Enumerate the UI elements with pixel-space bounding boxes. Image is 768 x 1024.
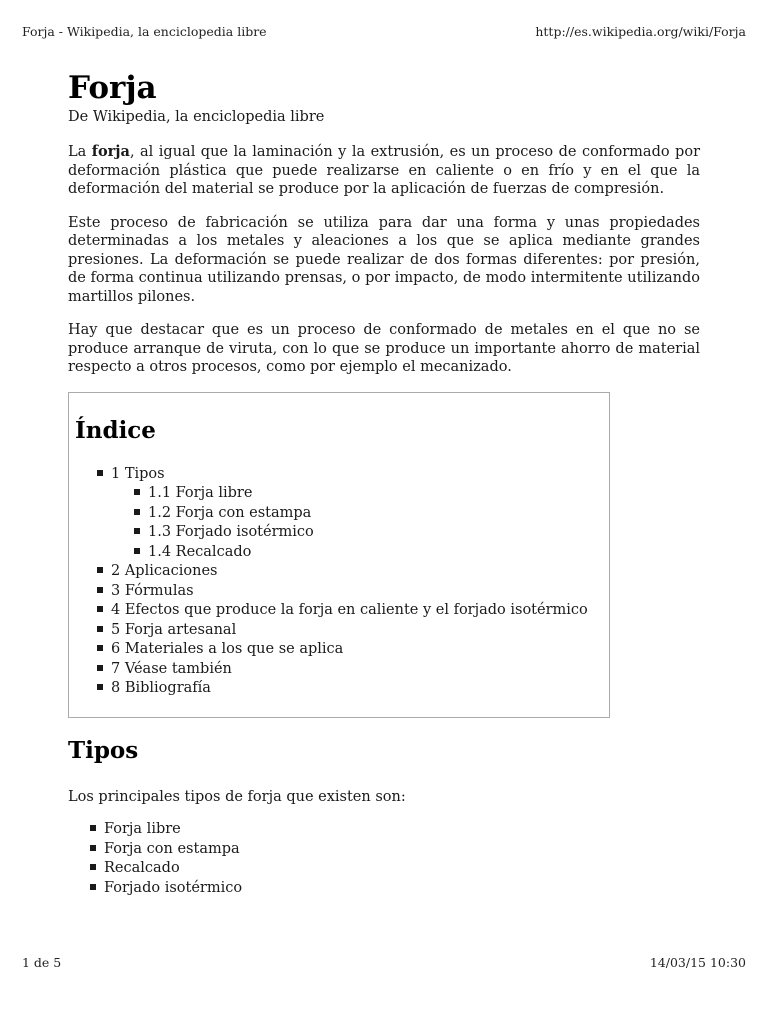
list-item-label: Forja con estampa <box>104 840 240 857</box>
toc-subitem[interactable] <box>97 484 588 504</box>
page-tagline: De Wikipedia, la enciclopedia libre <box>68 109 325 125</box>
toc-list <box>97 465 588 699</box>
section-heading-tipos: Tipos <box>68 736 139 764</box>
print-header-url: http://es.wikipedia.org/wiki/Forja <box>535 24 746 39</box>
toc-item-label[interactable]: 5 Forja artesanal <box>111 621 237 638</box>
toc-item-label[interactable]: 4 Efectos que produce la forja en caliente y el forjado isotérmico <box>111 602 588 618</box>
toc-item[interactable] <box>97 601 588 621</box>
toc-subitem[interactable] <box>97 504 588 524</box>
page-title: Forja <box>68 70 157 106</box>
toc-subitem[interactable] <box>97 523 588 543</box>
toc-item[interactable] <box>97 465 588 485</box>
list-item-label: Forja libre <box>104 821 181 837</box>
bullet-icon <box>134 509 140 515</box>
toc-item-label[interactable]: 1.3 Forjado isotérmico <box>148 524 314 540</box>
toc-item[interactable] <box>97 582 588 602</box>
list-item-label: Forjado isotérmico <box>104 879 243 896</box>
bullet-icon <box>97 470 103 476</box>
bullet-icon <box>97 684 103 690</box>
p1-post: , al igual que la laminación y la extrusión, es un proceso de conformado por deformación plástica que puede realizarse en caliente o en frío y en el que la deformación del material se produce por la aplicación de fuerzas de compresión. <box>68 144 700 197</box>
toc-item[interactable] <box>97 660 588 680</box>
bullet-icon <box>97 606 103 612</box>
toc-item-label[interactable]: 3 Fórmulas <box>111 582 194 599</box>
p1-bold-term: forja <box>91 143 130 160</box>
tipos-intro: Los principales tipos de forja que existen son: <box>68 788 406 805</box>
bullet-icon <box>97 567 103 573</box>
bullet-icon <box>90 845 96 851</box>
toc-item[interactable] <box>97 679 588 699</box>
toc-item-label[interactable]: 7 Véase también <box>111 660 232 677</box>
bullet-icon <box>97 587 103 593</box>
bullet-icon <box>134 528 140 534</box>
bullet-icon <box>134 548 140 554</box>
p1-pre: La <box>68 144 92 160</box>
print-header-title: Forja - Wikipedia, la enciclopedia libre <box>22 24 267 39</box>
toc-item-label[interactable]: 2 Aplicaciones <box>111 563 218 579</box>
toc-item[interactable] <box>97 621 588 641</box>
toc-item-label[interactable]: 1.1 Forja libre <box>148 485 253 501</box>
bullet-icon <box>90 825 96 831</box>
toc-title: Índice <box>75 416 156 444</box>
toc-item-label[interactable]: 1 Tipos <box>111 465 165 482</box>
list-item <box>90 859 700 879</box>
bullet-icon <box>90 884 96 890</box>
page-number: 1 de 5 <box>22 955 62 970</box>
tipos-list <box>68 820 700 898</box>
list-item-label: Recalcado <box>104 860 180 876</box>
toc-item-label[interactable]: 6 Materiales a los que se aplica <box>111 641 344 657</box>
toc-item-label[interactable]: 1.4 Recalcado <box>148 543 252 560</box>
print-timestamp: 14/03/15 10:30 <box>649 955 746 970</box>
bullet-icon <box>97 626 103 632</box>
toc-item-label[interactable]: 8 Bibliografía <box>111 680 211 696</box>
table-of-contents <box>68 392 610 718</box>
intro-paragraph-2: Este proceso de fabricación se utiliza para dar una forma y unas propiedades determinadas a los metales y aleaciones a los que se aplica mediante grandes presiones. La deformación se puede realizar de dos formas diferentes: por presión, de forma continua utilizando prensas, o por impacto, de modo intermitente utilizando martillos pilones. <box>68 214 700 305</box>
list-item <box>90 840 700 860</box>
list-item <box>90 879 700 899</box>
intro-paragraph-1 <box>68 143 700 199</box>
list-item <box>90 820 700 840</box>
bullet-icon <box>97 665 103 671</box>
toc-subitem[interactable] <box>97 543 588 563</box>
toc-item-label[interactable]: 1.2 Forja con estampa <box>148 504 312 521</box>
bullet-icon <box>97 645 103 651</box>
intro-paragraph-3: Hay que destacar que es un proceso de conformado de metales en el que no se produce arranque de viruta, con lo que se produce un importante ahorro de material respecto a otros procesos, como por ejemplo el mecanizado. <box>68 322 700 375</box>
article-content <box>68 68 700 898</box>
bullet-icon <box>90 864 96 870</box>
toc-item[interactable] <box>97 640 588 660</box>
bullet-icon <box>134 489 140 495</box>
toc-item[interactable] <box>97 562 588 582</box>
